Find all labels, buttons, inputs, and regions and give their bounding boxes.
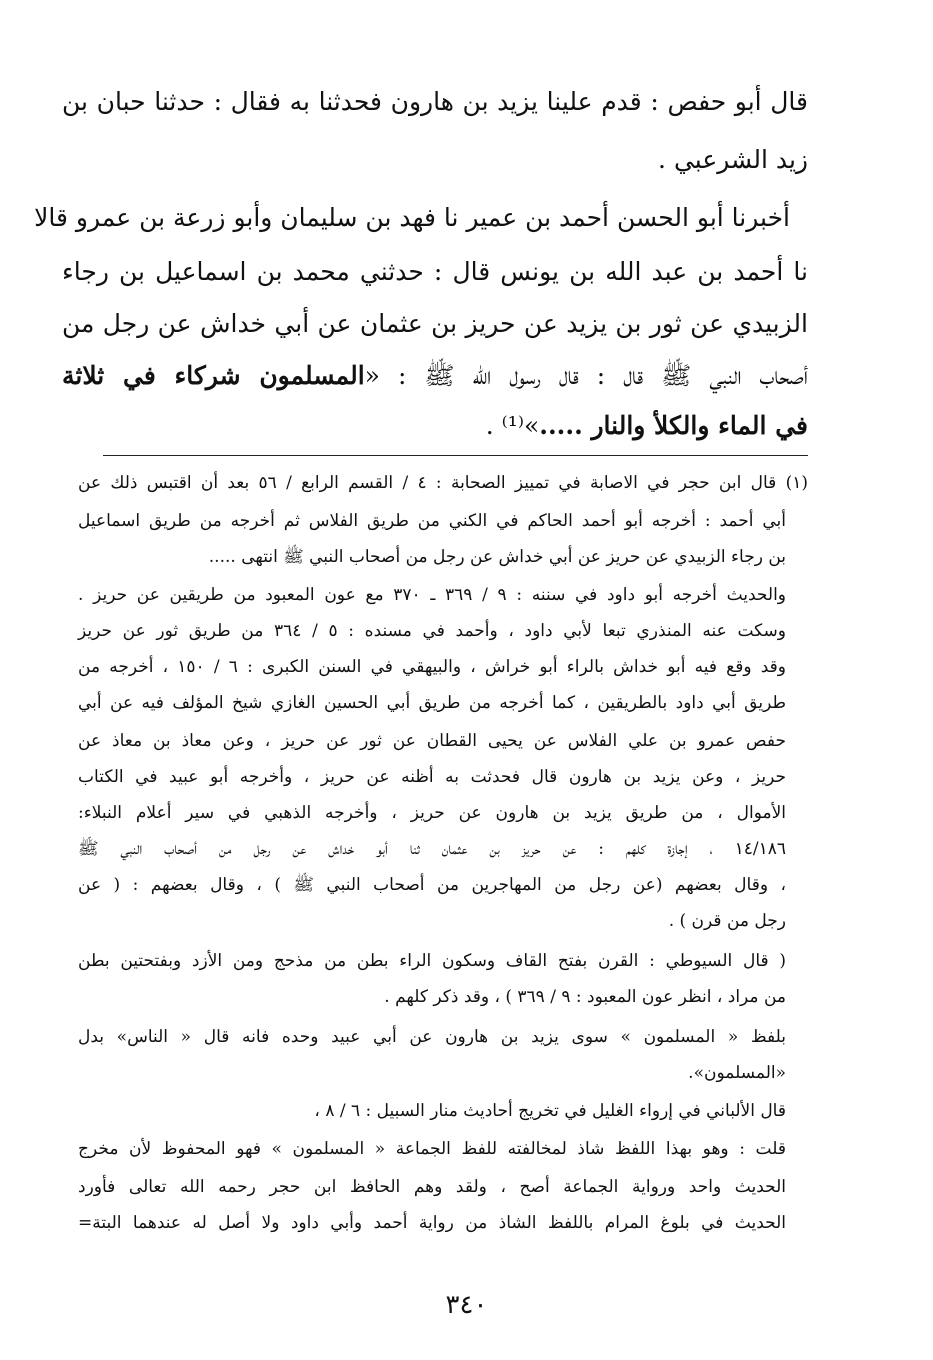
footnote-line: الأموال ، من طريق يزيد بن هارون عن حريز ، وأخرجه الذهبي في سير أعلام النبلاء: bbox=[78, 803, 786, 823]
page-number: ٣٤٠ bbox=[445, 1290, 488, 1320]
main-line bbox=[62, 406, 808, 446]
footnote-line: الحديث واحد ورواية الجماعة أصح ، ولقد وهم الحافظ ابن حجر رحمه الله تعالى فأورد bbox=[78, 1177, 786, 1197]
footnote-line: قال الألباني في إرواء الغليل في تخريج أحاديث منار السبيل : ٦ / ٨ ، bbox=[314, 1101, 786, 1121]
footnote-line: طريق أبي داود بالطريقين ، كما أخرجه من طريق أبي الحسين الغازي شيخ المؤلف فيه عن أبي bbox=[78, 693, 786, 713]
main-line: الزبيدي عن ثور بن يزيد عن حريز بن عثمان عن أبي خداش عن رجل من bbox=[62, 309, 808, 338]
main-line: زيد الشرعبي . bbox=[658, 145, 808, 174]
footnote-line: «المسلمون». bbox=[688, 1063, 786, 1083]
footnote-line: (١) قال ابن حجر في الاصابة في تمييز الصحابة : ٤ / القسم الرابع / ٥٦ بعد أن اقتبس ذلك عن bbox=[78, 473, 808, 493]
footnote-line: من مراد ، انظر عون المعبود : ٩ / ٣٦٩ ) ، وقد ذكر كلهم . bbox=[384, 987, 786, 1007]
footnote-line: والحديث أخرجه أبو داود في سننه : ٩ / ٣٦٩ ـ ٣٧٠ مع عون المعبود من طريقين عن حريز . bbox=[78, 585, 786, 605]
footnote-line: بلفظ « المسلمون » سوى يزيد بن هارون عن أبي عبيد وحده فانه قال « الناس» بدل bbox=[78, 1027, 786, 1047]
footnote-line: بن رجاء الزبيدي عن حريز عن أبي خداش عن رجل من أصحاب النبي ﷺ انتهى ..... bbox=[208, 547, 786, 567]
main-line bbox=[62, 356, 808, 396]
main-line: أخبرنا أبو الحسن أحمد بن عمير نا فهد بن سليمان وأبو زرعة بن عمرو قالا bbox=[34, 203, 790, 232]
footnote-line: وقد وقع فيه أبو خداش بالراء أبو خراش ، والبيهقي في السنن الكبرى : ٦ / ١٥٠ ، أخرجه من bbox=[78, 657, 786, 677]
footnote-line: الحديث في بلوغ المرام باللفظ الشاذ من رواية أحمد وأبي داود ولا أصل له عندهما البتة= bbox=[78, 1213, 786, 1233]
footnote-line: قلت : وهو بهذا اللفظ شاذ لمخالفته للفظ الجماعة « المسلمون » فهو المحفوظ لأن مخرج bbox=[78, 1139, 786, 1159]
footnote-line: ، وقال بعضهم (عن رجل من المهاجرين من أصحاب النبي ﷺ ) ، وقال بعضهم : ( عن bbox=[78, 875, 786, 895]
footnote-line: حريز ، وعن يزيد بن هارون قال فحدثت به أظنه عن حريز ، وأخرجه أبو عبيد في الكتاب bbox=[78, 767, 786, 787]
footnote-line: ( قال السيوطي : القرن بفتح القاف وسكون الراء بطن من مذحج ومن الأزد وبفتحتين بطن bbox=[78, 951, 786, 971]
main-line-segment: أصحاب النبي ﷺ قال : قال رسول الله ﷺ : « bbox=[364, 361, 808, 390]
footnote-divider bbox=[103, 455, 808, 456]
main-line: قال أبو حفص : قدم علينا يزيد بن هارون فحدثنا به فقال : حدثنا حبان بن bbox=[62, 87, 808, 116]
footnote-line: أبي أحمد : أخرجه أبو أحمد الحاكم في الكني من طريق الفلاس ثم أخرجه من طريق اسماعيل bbox=[78, 511, 786, 531]
footnote-line: رجل من قرن ) . bbox=[668, 911, 786, 931]
hadith-text: في الماء والكلأ والنار ..... bbox=[539, 411, 808, 440]
footnote-ref: »⁽¹⁾ . bbox=[485, 411, 540, 440]
footnote-line: ١٤/١٨٦ ، إجازة كلهم : عن حريز بن عثمان ثنا أبو خداش عن رجل من أصحاب النبي ﷺ bbox=[78, 839, 786, 859]
hadith-text: المسلمون شركاء في ثلاثة bbox=[62, 361, 365, 390]
footnote-line: حفص عمرو بن علي الفلاس عن يحيى القطان عن ثور عن حريز ، وعن معاذ بن معاذ عن bbox=[78, 731, 786, 751]
footnote-line: وسكت عنه المنذري تبعا لأبي داود ، وأحمد في مسنده : ٥ / ٣٦٤ من طريق ثور عن حريز bbox=[78, 621, 786, 641]
main-line: نا أحمد بن عبد الله بن يونس قال : حدثني محمد بن اسماعيل بن رجاء bbox=[62, 257, 808, 286]
